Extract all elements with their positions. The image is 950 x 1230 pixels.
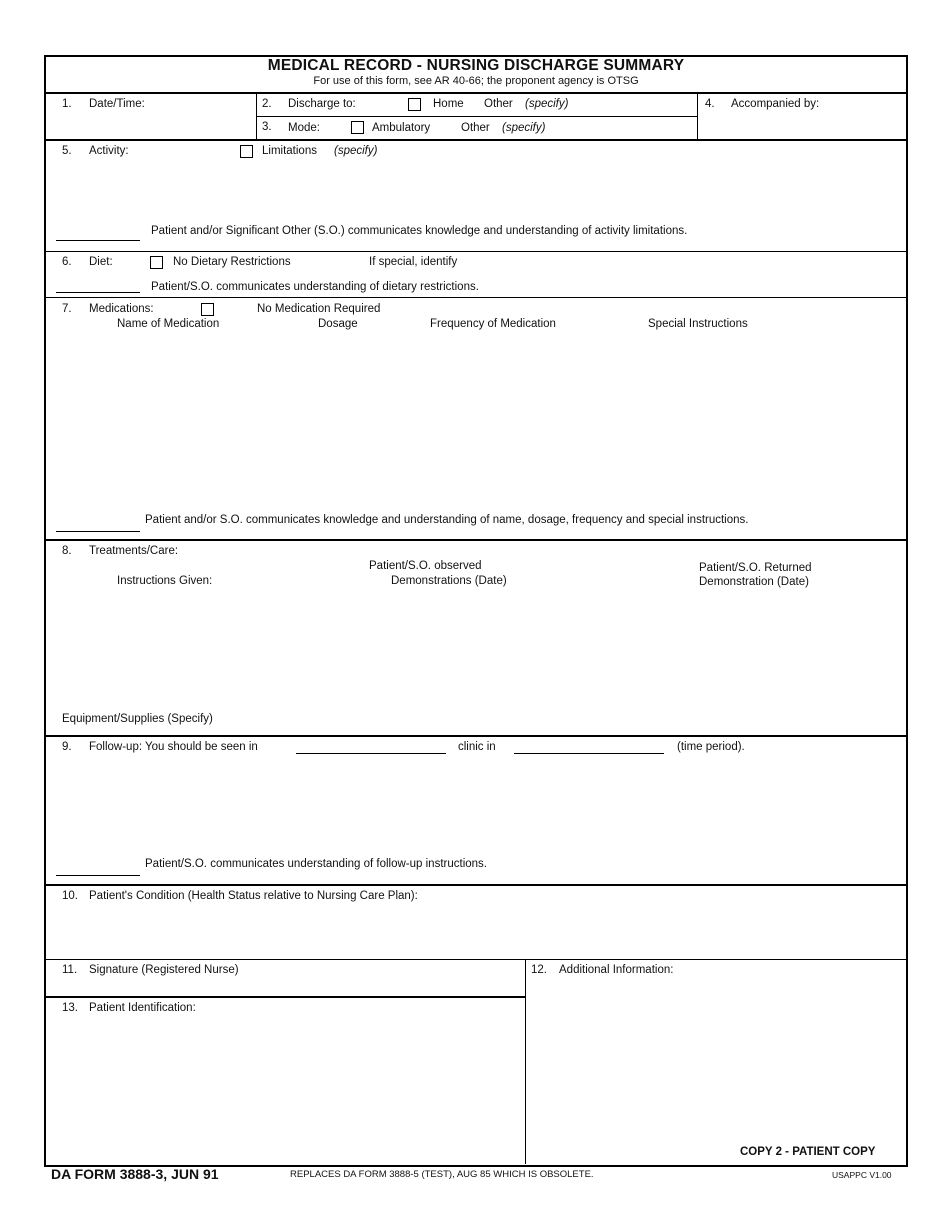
activity-label: Activity: <box>89 145 129 157</box>
home-checkbox[interactable] <box>408 98 421 111</box>
time-period-blank[interactable] <box>514 753 664 754</box>
accompanied-by-label: Accompanied by: <box>731 98 820 110</box>
divider <box>44 139 906 141</box>
no-medication-label: No Medication Required <box>257 303 381 315</box>
clinic-in-label: clinic in <box>458 741 496 753</box>
followup-acknowledgement: Patient/S.O. communicates understanding of follow-up instructions. <box>145 858 487 870</box>
time-period-label: (time period). <box>677 741 745 753</box>
date-time-label: Date/Time: <box>89 98 145 110</box>
mode-other-specify: (specify) <box>502 122 546 134</box>
divider <box>44 996 526 998</box>
clinic-blank[interactable] <box>296 753 446 754</box>
divider <box>525 960 526 1164</box>
additional-information-label: Additional Information: <box>559 964 674 976</box>
divider <box>44 297 906 298</box>
replaces-notice: REPLACES DA FORM 3888-5 (TEST), AUG 85 WHICH IS OBSOLETE. <box>290 1169 594 1180</box>
observed-header-line1: Patient/S.O. observed <box>369 560 482 572</box>
divider <box>256 116 697 117</box>
no-dietary-restrictions-label: No Dietary Restrictions <box>173 256 291 268</box>
item-number: 12. <box>531 964 547 976</box>
diet-label: Diet: <box>89 256 113 268</box>
item-number: 3. <box>262 121 272 133</box>
column-header: Dosage <box>318 318 358 330</box>
item-number: 1. <box>62 98 72 110</box>
diet-acknowledgement: Patient/S.O. communicates understanding of dietary restrictions. <box>151 281 479 293</box>
followup-initials-blank[interactable] <box>56 875 140 876</box>
limitations-checkbox[interactable] <box>240 145 253 158</box>
column-header: Special Instructions <box>648 318 748 330</box>
discharge-to-label: Discharge to: <box>288 98 356 110</box>
divider <box>44 251 906 252</box>
treatments-label: Treatments/Care: <box>89 545 179 557</box>
form-id: DA FORM 3888-3, JUN 91 <box>51 1166 219 1182</box>
ambulatory-checkbox[interactable] <box>351 121 364 134</box>
item-number: 13. <box>62 1002 78 1014</box>
signature-label: Signature (Registered Nurse) <box>89 964 239 976</box>
item-number: 10. <box>62 890 78 902</box>
form-subtitle: For use of this form, see AR 40-66; the proponent agency is OTSG <box>313 75 639 87</box>
condition-label: Patient's Condition (Health Status relative to Nursing Care Plan): <box>89 890 418 902</box>
mode-label: Mode: <box>288 122 320 134</box>
divider <box>44 884 906 886</box>
instructions-given-label: Instructions Given: <box>117 575 213 587</box>
medications-initials-blank[interactable] <box>56 531 140 532</box>
item-number: 7. <box>62 303 72 315</box>
limitations-specify: (specify) <box>334 145 378 157</box>
medications-label: Medications: <box>89 303 154 315</box>
returned-header-line2: Demonstration (Date) <box>699 576 809 588</box>
other-label: Other <box>484 98 513 110</box>
mode-other-label: Other <box>461 122 490 134</box>
no-dietary-restrictions-checkbox[interactable] <box>150 256 163 269</box>
ambulatory-label: Ambulatory <box>372 122 431 134</box>
item-number: 5. <box>62 145 72 157</box>
patient-identification-label: Patient Identification: <box>89 1002 196 1014</box>
medications-acknowledgement: Patient and/or S.O. communicates knowledge and understanding of name, dosage, frequency and special instructions. <box>145 514 749 526</box>
version-label: USAPPC V1.00 <box>832 1170 892 1180</box>
observed-header-line2: Demonstrations (Date) <box>391 575 507 587</box>
divider <box>44 959 906 960</box>
divider <box>697 93 698 139</box>
item-number: 8. <box>62 545 72 557</box>
item-number: 6. <box>62 256 72 268</box>
returned-header-line1: Patient/S.O. Returned <box>699 562 812 574</box>
item-number: 2. <box>262 98 272 110</box>
equipment-label: Equipment/Supplies (Specify) <box>62 713 213 725</box>
activity-initials-blank[interactable] <box>56 240 140 241</box>
form-title: MEDICAL RECORD - NURSING DISCHARGE SUMMARY <box>267 57 685 74</box>
item-number: 4. <box>705 98 715 110</box>
home-label: Home <box>433 98 464 110</box>
activity-acknowledgement: Patient and/or Significant Other (S.O.) communicates knowledge and understanding of activity limitations. <box>151 225 688 237</box>
special-diet-label: If special, identify <box>369 256 458 268</box>
column-header: Frequency of Medication <box>430 318 556 330</box>
divider <box>44 92 906 94</box>
item-number: 9. <box>62 741 72 753</box>
column-header: Name of Medication <box>117 318 220 330</box>
item-number: 11. <box>62 964 78 976</box>
followup-label: Follow-up: You should be seen in <box>89 741 258 753</box>
no-medication-checkbox[interactable] <box>201 303 214 316</box>
copy-label: COPY 2 - PATIENT COPY <box>740 1146 876 1158</box>
other-specify: (specify) <box>525 98 569 110</box>
divider <box>44 539 906 541</box>
limitations-label: Limitations <box>262 145 317 157</box>
diet-initials-blank[interactable] <box>56 292 140 293</box>
divider <box>44 735 906 737</box>
